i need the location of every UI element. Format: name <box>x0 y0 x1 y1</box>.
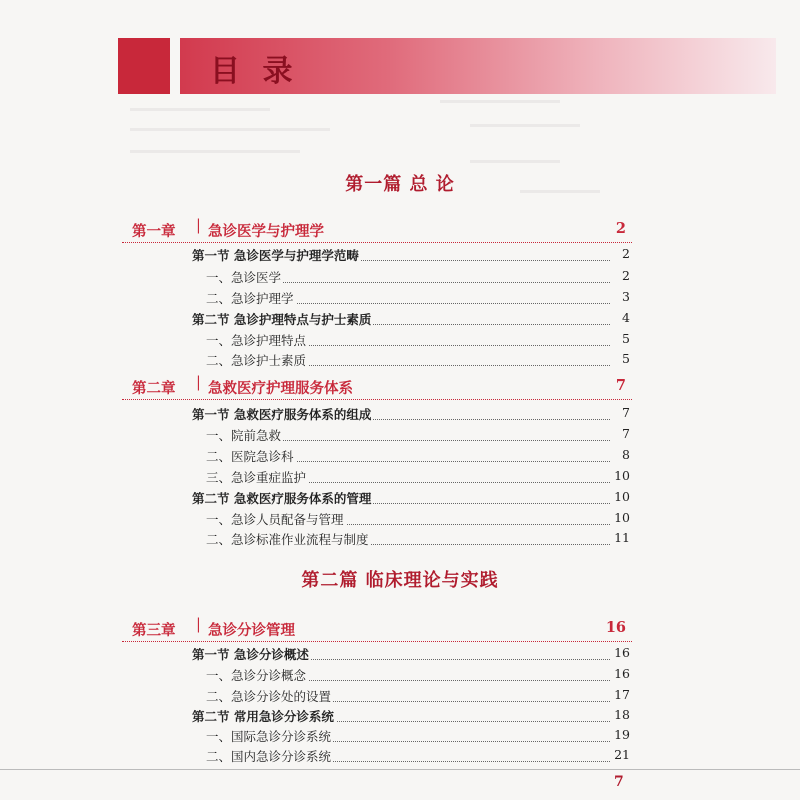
toc-item-entry[interactable] <box>206 666 630 686</box>
toc-item-entry[interactable] <box>206 426 630 446</box>
entry-label: 第二节 急诊护理特点与护士素质 <box>192 312 372 327</box>
chapter-number: 第二章 <box>132 380 176 397</box>
chapter-title: 急诊医学与护理学 <box>208 223 324 240</box>
entry-label: 一、急诊人员配备与管理 <box>206 512 344 527</box>
entry-page: 17 <box>614 687 630 702</box>
entry-page: 11 <box>614 530 630 545</box>
toc-item-entry[interactable] <box>206 268 630 288</box>
toc-item-entry[interactable] <box>206 530 630 550</box>
entry-page: 7 <box>622 405 630 420</box>
toc-item-entry[interactable] <box>206 510 630 530</box>
entry-label: 第一节 急诊分诊概述 <box>192 647 309 662</box>
entry-label: 二、急诊护士素质 <box>206 353 307 368</box>
chapter-number: 第一章 <box>132 223 176 240</box>
toc-section-entry[interactable] <box>192 489 630 509</box>
entry-label: 第一节 急救医疗服务体系的组成 <box>192 407 372 422</box>
chapter-separator: | <box>196 617 201 633</box>
footer-rule <box>0 769 800 770</box>
entry-label: 一、急诊分诊概念 <box>206 668 307 683</box>
entry-page: 5 <box>622 331 630 346</box>
toc-item-entry[interactable] <box>206 747 630 767</box>
entry-page: 8 <box>622 447 630 462</box>
entry-page: 5 <box>622 351 630 366</box>
toc-section-entry[interactable] <box>192 310 630 330</box>
page-number: 7 <box>614 774 624 790</box>
entry-page: 4 <box>622 310 630 325</box>
toc-item-entry[interactable] <box>206 447 630 467</box>
toc-section-entry[interactable] <box>192 707 630 727</box>
toc-item-entry[interactable] <box>206 468 630 488</box>
toc-item-entry[interactable] <box>206 289 630 309</box>
entry-page: 3 <box>622 289 630 304</box>
toc-item-entry[interactable] <box>206 727 630 747</box>
banner-square <box>118 38 170 94</box>
chapter-title: 急诊分诊管理 <box>208 622 295 639</box>
toc-item-entry[interactable] <box>206 351 630 371</box>
entry-page: 16 <box>614 666 630 681</box>
chapter-separator: | <box>196 375 201 391</box>
entry-label: 二、医院急诊科 <box>206 449 294 464</box>
entry-page: 18 <box>614 707 630 722</box>
part-one-title: 第一篇 总 论 <box>345 174 455 195</box>
toc-section-entry[interactable] <box>192 246 630 266</box>
chapter-page: 2 <box>615 220 626 237</box>
entry-page: 16 <box>614 645 630 660</box>
part-two-title: 第二篇 临床理论与实践 <box>301 570 499 591</box>
toc-title: 目 录 <box>210 54 299 89</box>
chapter-separator: | <box>196 218 201 234</box>
toc-section-entry[interactable] <box>192 645 630 665</box>
entry-label: 一、国际急诊分诊系统 <box>206 729 332 744</box>
entry-label: 三、急诊重症监护 <box>206 470 307 485</box>
entry-page: 10 <box>614 489 630 504</box>
entry-page: 21 <box>614 747 630 762</box>
toc-section-entry[interactable] <box>192 405 630 425</box>
entry-label: 一、急诊医学 <box>206 270 282 285</box>
toc-banner <box>118 38 776 94</box>
entry-page: 10 <box>614 468 630 483</box>
entry-page: 2 <box>622 246 630 261</box>
toc-item-entry[interactable] <box>206 687 630 707</box>
entry-page: 19 <box>614 727 630 742</box>
entry-label: 二、急诊标准作业流程与制度 <box>206 532 369 547</box>
chapter-page: 7 <box>615 377 626 394</box>
entry-label: 第二节 急救医疗服务体系的管理 <box>192 491 372 506</box>
chapter-3-heading[interactable] <box>122 617 632 642</box>
entry-label: 第一节 急诊医学与护理学范畴 <box>192 248 359 263</box>
chapter-title: 急救医疗护理服务体系 <box>208 380 353 397</box>
toc-item-entry[interactable] <box>206 331 630 351</box>
chapter-2-heading[interactable] <box>122 375 632 400</box>
chapter-1-heading[interactable] <box>122 218 632 243</box>
chapter-number: 第三章 <box>132 622 176 639</box>
entry-label: 二、急诊分诊处的设置 <box>206 689 332 704</box>
entry-page: 10 <box>614 510 630 525</box>
entry-label: 第二节 常用急诊分诊系统 <box>192 709 334 724</box>
chapter-page: 16 <box>605 619 626 636</box>
entry-page: 7 <box>622 426 630 441</box>
entry-label: 一、急诊护理特点 <box>206 333 307 348</box>
entry-page: 2 <box>622 268 630 283</box>
entry-label: 二、急诊护理学 <box>206 291 294 306</box>
entry-label: 一、院前急救 <box>206 428 282 443</box>
entry-label: 二、国内急诊分诊系统 <box>206 749 332 764</box>
